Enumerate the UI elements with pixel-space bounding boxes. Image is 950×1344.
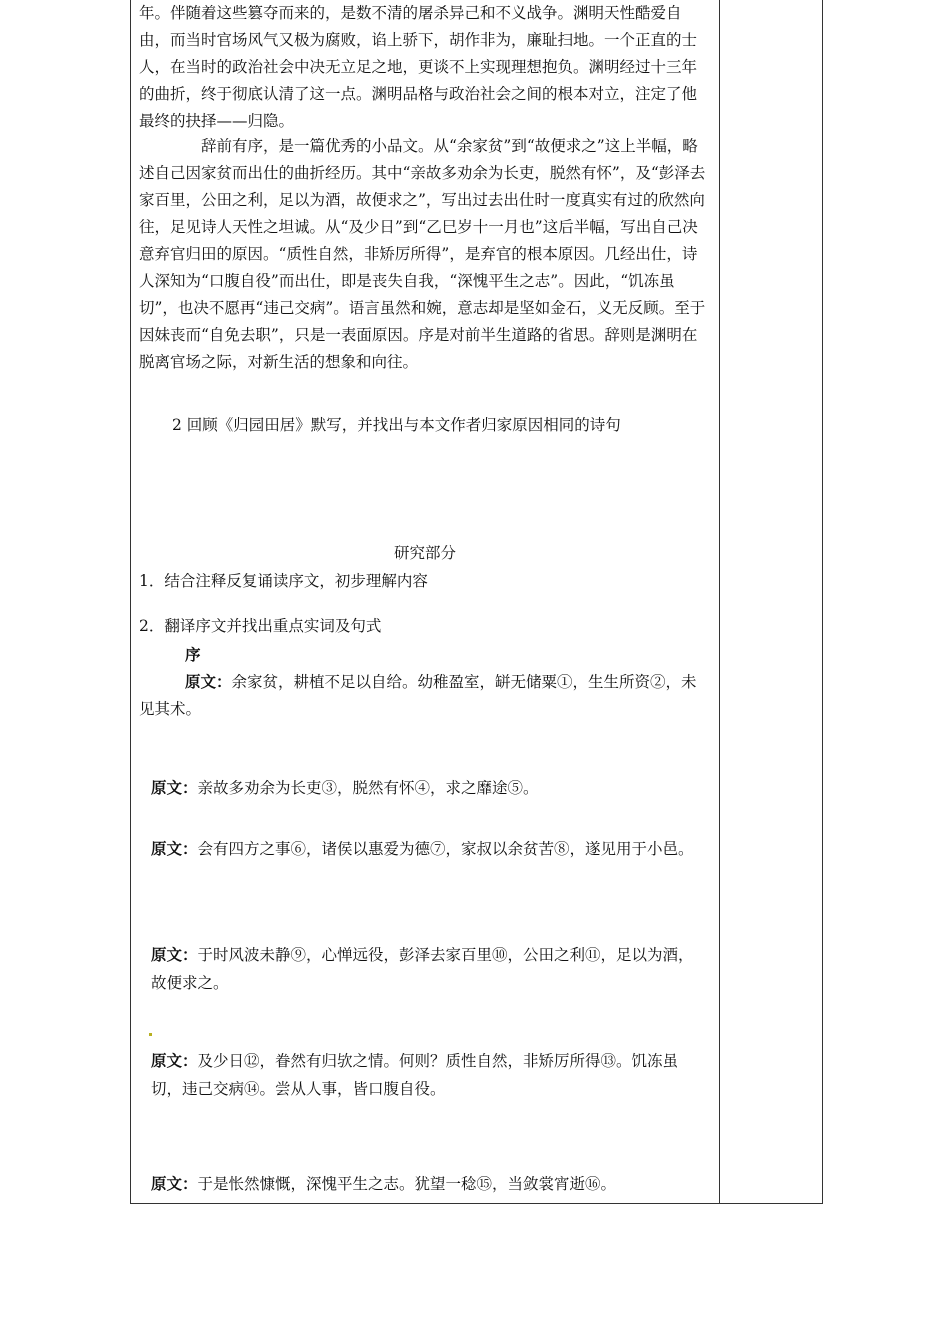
original-label: 原文： bbox=[151, 945, 198, 964]
intro-paragraph-1: 年。伴随着这些篡夺而来的，是数不清的屠杀异己和不义战争。渊明天性酷爱自由，而当时官场风气又极为腐败，谄上骄下，胡作非为，廉耻扫地。一个正直的士人，在当时的政治社会中决无立足之地，更谈不上实现理想抱负。渊明经过十三年的曲折，终于彻底认清了这一点。渊明品格与政治社会之间的根本对立，注定了他最终的抉择——归隐。 bbox=[139, 4, 698, 130]
original-label: 原文： bbox=[151, 839, 198, 858]
original-text-4: 原文：于时风波未静⑨，心惮远役，彭泽去家百里⑩，公田之利⑪，足以为酒，故便求之。 bbox=[151, 945, 694, 992]
original-text-6: 原文：于是怅然慷慨，深愧平生之志。犹望一稔⑮，当敛裳宵逝⑯。 bbox=[151, 1174, 617, 1193]
original-text-2: 原文：亲故多劝余为长吏③，脱然有怀④，求之靡途⑤。 bbox=[151, 778, 539, 797]
original-text-3: 原文：会有四方之事⑥，诸侯以惠爱为德⑦，家叔以余贫苦⑧，遂见用于小邑。 bbox=[151, 839, 694, 858]
original-label: 原文： bbox=[185, 672, 232, 691]
intro-paragraph-2: 辞前有序，是一篇优秀的小品文。从“余家贫”到“故便求之”这上半幅，略述自己因家贫而出仕的曲折经历。其中“亲故多劝余为长吏，脱然有怀”，及“彭泽去家百里，公田之利，足以为酒，故便求之”，写出过去出仕时一度真实有过的欣然向往，足见诗人天性之坦诚。从“及少日”到“乙巳岁十一月也”这后半幅，写出自己决意弃官归田的原因。“质性自然，非矫厉所得”，是弃官的根本原因。几经出仕，诗人深知为“口腹自役”而出仕，即是丧失自我，“深愧平生之志”。因此，“饥冻虽切”，也决不愿再“违己交病”。语言虽然和婉，意志却是坚如金石，义无反顾。至于因妹丧而“自免去职”，只是一表面原因。序是对前半生道路的省思。辞则是渊明在脱离官场之际，对新生活的想象和向往。 bbox=[139, 137, 706, 371]
research-item-2: 2．翻译序文并找出重点实词及句式 bbox=[139, 617, 382, 635]
original-text-5: 原文：及少日⑫，眷然有归欤之情。何则？质性自然，非矫厉所得⑬。饥冻虽切，违己交病⑭。尝从人事，皆口腹自役。 bbox=[151, 1051, 679, 1098]
column-divider bbox=[719, 0, 720, 1204]
research-title: 研究部分 bbox=[393, 544, 456, 562]
original-label: 原文： bbox=[151, 778, 198, 797]
review-question: 2 回顾《归园田居》默写，并找出与本文作者归家原因相同的诗句 bbox=[172, 416, 621, 434]
original-text-1: 原文：余家贫，耕植不足以自给。幼稚盈室，缾无储粟①，生生所资②，未见其术。 bbox=[139, 672, 697, 718]
preface-heading: 序 bbox=[185, 645, 201, 664]
yellow-mark bbox=[149, 1033, 152, 1036]
research-item-1: 1．结合注释反复诵读序文，初步理解内容 bbox=[139, 572, 428, 590]
original-label: 原文： bbox=[151, 1174, 198, 1193]
original-label: 原文： bbox=[151, 1051, 198, 1070]
